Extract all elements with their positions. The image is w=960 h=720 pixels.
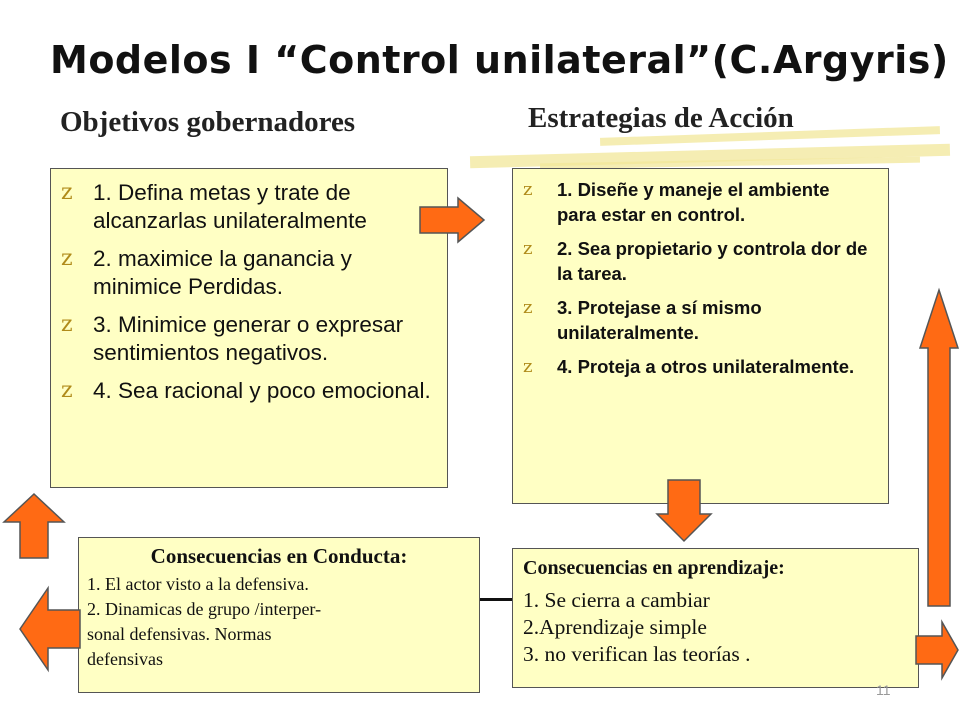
list-item-text: 3. Minimice generar o expresar sentimientos negativos. <box>93 312 404 365</box>
connector-line <box>480 598 512 601</box>
list-item <box>523 177 873 227</box>
conducta-lines <box>87 572 472 672</box>
bullet-icon: z <box>61 246 73 271</box>
list-item-text: 1. Diseñe y maneje el ambiente para estar en control. <box>557 179 830 225</box>
slide-title: Modelos I “Control unilateral”(C.Argyris) <box>50 38 949 82</box>
aprendizaje-line: 3. no verifican las teorías . <box>523 642 751 666</box>
list-item <box>61 179 436 235</box>
list-item <box>523 295 873 345</box>
arrow-right-icon <box>418 196 488 244</box>
list-item-text: 4. Sea racional y poco emocional. <box>93 378 431 403</box>
list-item-text: 2. Sea propietario y controla dor de la tarea. <box>557 238 868 284</box>
arrow-right-small-icon <box>914 620 960 680</box>
aprendizaje-box <box>512 548 919 688</box>
arrow-up-tall-icon <box>918 288 960 610</box>
arrow-shape <box>916 622 958 678</box>
arrow-shape <box>20 588 80 670</box>
bullet-icon: z <box>61 180 73 205</box>
estrategias-box <box>512 168 889 504</box>
list-item-text: 3. Protejase a sí mismo unilateralmente. <box>557 297 762 343</box>
bullet-icon: z <box>61 312 73 337</box>
bullet-icon: z <box>523 356 533 377</box>
conducta-line: 1. El actor visto a la defensiva. <box>87 574 309 594</box>
estrategias-list <box>523 177 873 388</box>
page-number: 11 <box>876 682 891 698</box>
heading-objetivos: Objetivos gobernadores <box>60 106 356 138</box>
conducta-line: sonal defensivas. Normas <box>87 624 272 644</box>
aprendizaje-lines <box>523 587 750 668</box>
arrow-shape <box>4 494 64 558</box>
bullet-icon: z <box>523 179 533 200</box>
list-item <box>61 245 436 301</box>
aprendizaje-line: 2.Aprendizaje simple <box>523 615 707 639</box>
list-item <box>61 377 436 405</box>
conducta-line: 2. Dinamicas de grupo /interper- <box>87 599 322 619</box>
arrow-down-icon <box>655 478 713 544</box>
list-item <box>61 311 436 367</box>
conducta-line: defensivas <box>87 649 163 669</box>
arrow-left-icon <box>18 586 82 672</box>
objetivos-box <box>50 168 448 488</box>
conducta-title: Consecuencias en Conducta: <box>150 544 408 568</box>
conducta-box <box>78 537 480 693</box>
list-item <box>523 354 873 379</box>
arrow-shape <box>420 198 484 242</box>
aprendizaje-title: Consecuencias en aprendizaje: <box>523 557 785 579</box>
arrow-shape <box>657 480 711 541</box>
aprendizaje-line: 1. Se cierra a cambiar <box>523 588 710 612</box>
list-item-text: 1. Defina metas y trate de alcanzarlas unilateralmente <box>93 180 367 233</box>
list-item <box>523 236 873 286</box>
heading-estrategias: Estrategias de Acción <box>528 102 794 134</box>
objetivos-list <box>61 179 436 415</box>
arrow-up-icon <box>2 492 66 560</box>
arrow-shape <box>920 290 958 606</box>
bullet-icon: z <box>61 378 73 403</box>
list-item-text: 2. maximice la ganancia y minimice Perdidas. <box>93 246 352 299</box>
bullet-icon: z <box>523 297 533 318</box>
bullet-icon: z <box>523 238 533 259</box>
list-item-text: 4. Proteja a otros unilateralmente. <box>557 356 855 377</box>
